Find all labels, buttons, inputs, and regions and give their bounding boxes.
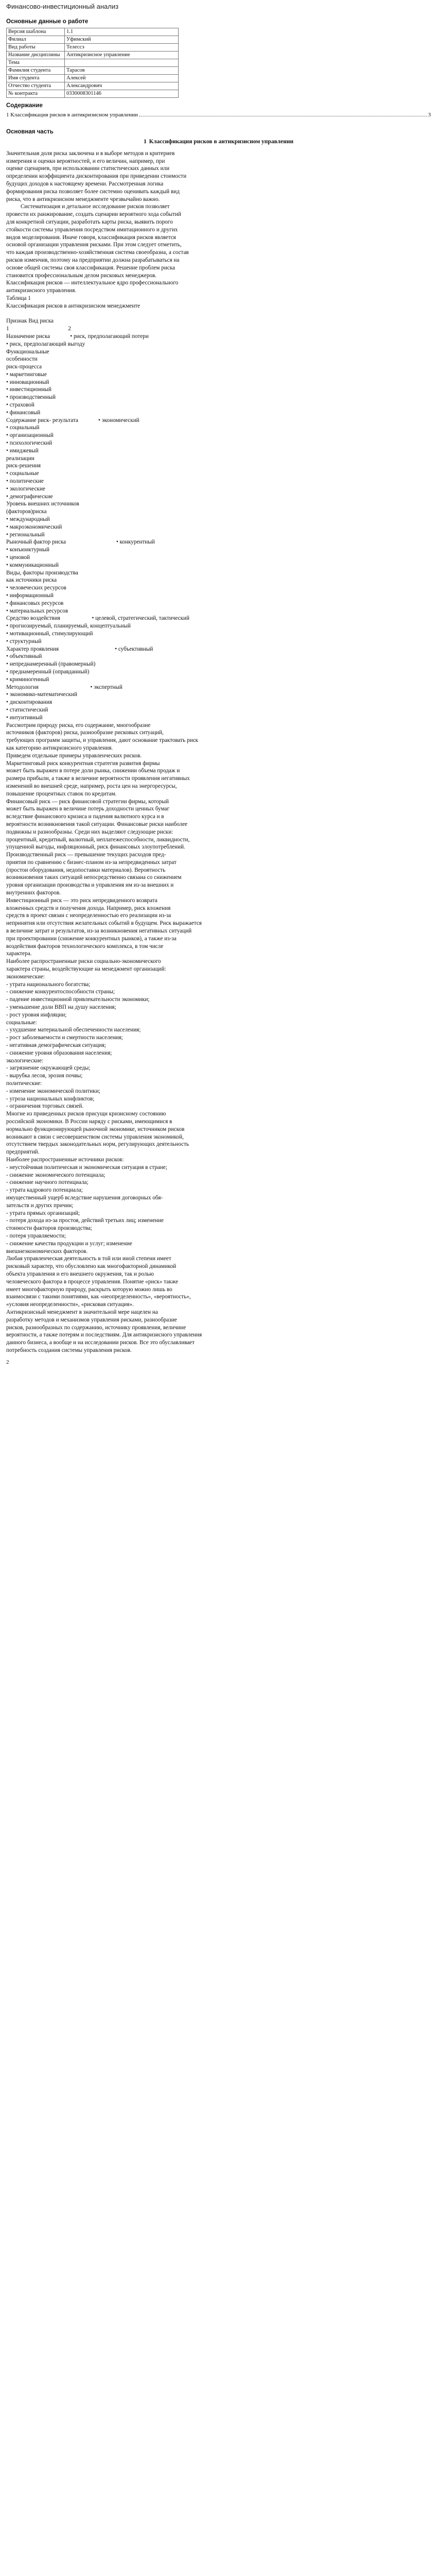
body-line: • финансовый <box>6 409 41 416</box>
body-line: Методология • экспертный <box>6 684 123 690</box>
body-line: • дисконтирования <box>6 699 53 706</box>
toc-entry-page: 3 <box>428 112 431 118</box>
body-line: вследствие финансового кризиса и падения валютного курса и в <box>6 814 164 820</box>
body-line: российской экономики. В России наряду с рисками, имеющимися в <box>6 1118 172 1125</box>
body-line: - ограничения торговых связей. <box>6 1103 84 1110</box>
body-line: - изменение экономической политики; <box>6 1088 100 1094</box>
body-line: вложенных средств и получения дохода. Например, риск вложения <box>6 905 171 911</box>
toc-entry[interactable] <box>6 111 431 119</box>
body-line: как источники риска <box>6 577 57 584</box>
body-line: • политические <box>6 478 44 485</box>
basic-info-table <box>6 28 179 98</box>
body-line: человеческого фактора в процессе управления. Понятие «риск» также <box>6 1278 179 1285</box>
body-line: антикризисного управления. <box>6 287 77 294</box>
basic-info-heading: Основные данные о работе <box>6 18 89 25</box>
info-row <box>7 51 179 59</box>
body-line: Любая управленческая деятельность в той или иной степени имеет <box>6 1256 171 1262</box>
body-line: источников (факторов) риска, разнообразие рисковых ситуаций, <box>6 730 164 736</box>
info-key: Тема <box>7 59 65 66</box>
body-line: имеет многофакторную природу, раскрыть которую можно лишь во <box>6 1286 172 1293</box>
body-line: - неустойчивая политическая и экономическая ситуация в стране; <box>6 1164 167 1171</box>
body-line: вероятности, а также потерям и последствиям. Для антикризисного управления <box>6 1332 202 1338</box>
body-line: социальные: <box>6 1019 37 1026</box>
toc-heading: Содержание <box>6 102 43 109</box>
body-line: • конъюнктурный <box>6 547 49 553</box>
body-line: - негативная демографическая ситуация; <box>6 1042 106 1049</box>
body-line: формирования риска позволяет более системно оценивать каждый вид <box>6 188 180 195</box>
body-line: - ухудшение материальной обеспеченности населения; <box>6 1027 141 1033</box>
info-row <box>7 66 179 74</box>
body-line: - снижение конкурентоспособности страны; <box>6 989 115 995</box>
body-line: вероятности возникновения такой ситуации. Финансовые риски наиболее <box>6 821 188 827</box>
body-line: • непреднамеренный (правомерный) <box>6 661 96 668</box>
chapter-title: Классификация рисков в антикризисном управлении <box>149 138 293 145</box>
body-line: воздействия факторов технологического комплекса, в том числе <box>6 943 164 950</box>
body-line: рисков изменчив, поэтому на предприятии должна разрабатываться на <box>6 257 180 263</box>
body-line: - снижение уровня образования населения; <box>6 1049 112 1056</box>
body-line: • материальных ресурсов <box>6 607 68 614</box>
body-line: характера страны, воздействующие на менеджмент организаций: <box>6 966 166 973</box>
body-line: реализации <box>6 455 34 462</box>
body-line: - снижение качества продукции и услуг; изменение <box>6 1240 132 1247</box>
body-line: может быть выражен в величине потерь доходности ценных бумаг <box>6 806 170 812</box>
body-line: • человеческих ресурсов <box>6 585 66 591</box>
body-line: Маркетинговый риск конкурентная стратегия развития фирмы <box>6 760 160 767</box>
body-line: нормально функционирующей рыночной экономике, источником рисков <box>6 1126 185 1132</box>
body-line: Характер проявления • субъективный <box>6 646 153 652</box>
body-line: данного бизнеса, а вообще и на исследовании рисков. Все это обуславливает <box>6 1340 195 1346</box>
body-line: Систематизация и детальное исследование рисков позволяет <box>6 204 170 210</box>
body-line: • криминогенный <box>6 676 49 683</box>
body-line: Наиболее распространенные риски социально-экономического <box>6 958 161 965</box>
body-line: разработку методов и механизмов управления рисками, разнообразие <box>6 1316 177 1323</box>
body-line: непринятия или отсутствия желательных событий в будущем. Риск выражается <box>6 920 202 927</box>
body-line: - рост уровня инфляции; <box>6 1011 67 1018</box>
body-line <box>6 310 431 318</box>
body-line: требующих программ защиты, и управления, дают основание трактовать риск <box>6 737 198 744</box>
body-line: • инвестиционный <box>6 386 52 393</box>
body-line: Таблица 1 <box>6 295 31 301</box>
info-row <box>7 90 179 97</box>
body-line: • макроэкономический <box>6 523 62 530</box>
body-line: уровня организации производства и управления им из-за внешних и <box>6 882 174 889</box>
info-row <box>7 74 179 82</box>
body-line: Наиболее распространенные источники рисков: <box>6 1156 124 1163</box>
body-line: - падение инвестиционной привлекательности экономики; <box>6 996 150 1003</box>
body-line: основе общей системы своя классификация. Решение проблем риска <box>6 264 175 271</box>
body-line: - потеря управляемости; <box>6 1232 66 1239</box>
body-line: • коммуникационный <box>6 562 59 568</box>
info-value: Телессэ <box>65 43 179 51</box>
body-line: изменений во внешней среде, например, роста цен на энергоресурсы, <box>6 783 177 789</box>
info-key: Версия шаблона <box>7 28 65 36</box>
body-line: особенности <box>6 356 38 363</box>
body-line: • социальные <box>6 470 39 477</box>
body-line: Уровень внешних источников <box>6 501 79 507</box>
main-part-heading: Основная часть <box>6 129 54 135</box>
body-line: (простои оборудования, недопоставки материалов). Вероятность <box>6 867 166 873</box>
body-line: Рыночный фактор риска • конкурентный <box>6 539 155 546</box>
body-line: риск-процесса <box>6 364 42 370</box>
body-line: • организационный <box>6 432 54 439</box>
body-line: приятия по сравнению с бизнес-планом из-за непредвиденных затрат <box>6 859 177 866</box>
body-line: «условия неопределенности», «рисковая ситуация». <box>6 1301 134 1308</box>
body-line: (факторов)риска <box>6 509 47 515</box>
body-line: • прогнозируемый, планируемый, концептуальный <box>6 623 131 630</box>
body-line: - рост заболеваемости и смертности населения; <box>6 1035 123 1041</box>
body-line: Классификация рисков в антикризисном менеджменте <box>6 302 141 309</box>
body-line: - утрата прямых организаций; <box>6 1210 80 1216</box>
body-line: предприятий. <box>6 1149 40 1156</box>
body-line: экологические: <box>6 1057 44 1064</box>
info-value: Алексей <box>65 74 179 82</box>
info-value <box>65 59 179 66</box>
body-line: 1 2 <box>6 326 71 332</box>
body-line: внутренних факторов. <box>6 890 61 896</box>
body-line: • объективный <box>6 653 42 660</box>
info-key: № контракта <box>7 90 65 97</box>
body-line: • преднамеренный (оправданный) <box>6 668 90 675</box>
info-value: Антикризисное управление <box>65 51 179 59</box>
body-line: - уменьшение доли ВВП на душу населения; <box>6 1004 116 1011</box>
body-line: • международный <box>6 516 50 523</box>
body-line: Содержание риск- результата • экономический <box>6 417 139 423</box>
body-line: стойкости системы управления посредством имитационного и других <box>6 226 178 233</box>
body-line: при проектировании (снижение конкурентных рынков), а также из-за <box>6 935 177 942</box>
body-line: видов моделирования. Иначе говоря, классификация рисков является <box>6 234 176 241</box>
body-line: характера. <box>6 951 32 957</box>
info-value: Уфимский <box>65 36 179 43</box>
info-row <box>7 28 179 36</box>
info-key: Отчество студента <box>7 82 65 90</box>
body-line: потребность создания системы управления рисков. <box>6 1347 132 1353</box>
body-line: • психологический <box>6 440 53 447</box>
body-line: - снижение экономического потенциала; <box>6 1172 106 1178</box>
body-line: Антикризисный менеджмент в значительной мере нацелен на <box>6 1309 158 1315</box>
page-number: 2 <box>6 1359 9 1365</box>
info-key: Фамилия студента <box>7 66 65 74</box>
document-title: Финансово-инвестиционный анализ <box>6 3 119 10</box>
info-value: 0330008301146 <box>65 90 179 97</box>
body-line: риска, что в антикризисном менеджменте чрезвычайно важно. <box>6 196 160 202</box>
body-line: Многие из приведенных рисков присущи кризисному состоянию <box>6 1111 166 1117</box>
body-line: • страховой <box>6 402 34 409</box>
body-line: - снижение научного потенциала; <box>6 1179 89 1186</box>
body-line: Признак Вид риска <box>6 318 54 325</box>
info-key: Вид работы <box>7 43 65 51</box>
body-line: размера прибыли, а также в величине вероятности проявления негативных <box>6 775 190 782</box>
body-line: провести их ранжирование, создать сценарии вероятного хода событий <box>6 211 181 218</box>
body-line: Функциональные <box>6 348 49 355</box>
info-row <box>7 43 179 51</box>
chapter-heading <box>6 138 431 146</box>
info-row <box>7 59 179 66</box>
body-line: • демографические <box>6 493 53 500</box>
body-line: Рассмотрим природу риска, его содержание, многообразие <box>6 722 151 728</box>
body-line: как категорию антикризисного управления. <box>6 744 113 751</box>
info-row <box>7 82 179 90</box>
body-line: • интуитивный <box>6 714 43 721</box>
body-line: • мотивационный, стимулирующий <box>6 630 93 637</box>
body-line: - потеря дохода из-за простоя, действий третьих лиц; изменение <box>6 1217 164 1224</box>
body-line: становится профессиональным делом рисковых менеджеров. <box>6 272 157 279</box>
chapter-number: 1 <box>144 138 147 145</box>
body-line: • производственный <box>6 394 56 401</box>
body-line: • социальный <box>6 425 40 431</box>
body-line: Приведем отдельные примеры управленческих рисков. <box>6 752 142 759</box>
body-line: - вырубка лесов, эрозия почвы; <box>6 1073 83 1079</box>
body-line: процентный, кредитный, валютный, неплатежеспособности, ликвидности, <box>6 836 190 843</box>
body-line: возникновения таких ситуаций непосредственно связана со снижением <box>6 874 182 881</box>
body-line: оценке сценариев, при использовании статистических данных или <box>6 165 170 172</box>
body-line: отсутствием твердых законодательных норм, регулирующих деятельность <box>6 1141 189 1148</box>
body-line: Средство воздействия • целевой, стратегический, тактический <box>6 615 190 622</box>
body-line: • финансовых ресурсов <box>6 600 64 606</box>
info-key: Название дисциплины <box>7 51 65 59</box>
body-line: что каждая производственно-хозяйственная система своеобразна, а состав <box>6 249 189 256</box>
body-line: • имиджевый <box>6 447 39 454</box>
body-line: • инновационный <box>6 379 49 385</box>
body-line: повышение процентных ставок по кредитам. <box>6 790 117 797</box>
body-line: Инвестиционный риск — это риск непредвиденного возврата <box>6 897 158 904</box>
body-line: • структурный <box>6 638 42 645</box>
body-line: Классификация рисков — интеллектуальное ядро профессионального <box>6 280 179 286</box>
body-line: основой организации управления рисками. При этом следует отметить, <box>6 242 182 248</box>
body-text <box>6 150 431 1354</box>
body-line: - утрата кадрового потенциала; <box>6 1187 83 1194</box>
body-line: • экономико-математический <box>6 691 77 698</box>
info-value: 1.1 <box>65 28 179 36</box>
body-line: упущенной выгоды, инфляционный, риск финансовых злоупотреблений. <box>6 844 185 851</box>
body-line: стоимости факторов производства; <box>6 1225 92 1232</box>
info-key: Филиал <box>7 36 65 43</box>
body-line: измерения и оценки вероятностей, и его величин, например, при <box>6 158 165 164</box>
info-key: Имя студента <box>7 74 65 82</box>
body-line: рисковый характер, что обусловлено как многофакторной динамикой <box>6 1263 177 1270</box>
body-line: объекта управления и его внешнего окружения, так и ролью <box>6 1270 154 1277</box>
body-line: • экологические <box>6 485 45 492</box>
body-line: подвижны и разнообразны. Среди них выделяют следующие риски: <box>6 828 173 835</box>
body-line: политические: <box>6 1080 42 1087</box>
body-line: Виды, факторы производства <box>6 569 78 576</box>
body-line: в величине затрат и результатов, из-за возникновения негативных ситуаций <box>6 928 192 935</box>
body-line: - загрязнение окружающей среды; <box>6 1065 91 1072</box>
body-line: внешнеэкономических факторов. <box>6 1248 88 1255</box>
info-value: Александрович <box>65 82 179 90</box>
body-line: - утрата национального богатства; <box>6 981 91 988</box>
body-line: будущих доходов к настоящему времени. Рассмотренная логика <box>6 180 164 187</box>
body-line: Назначение риска • риск, предполагающий потери <box>6 333 149 340</box>
body-line: зательств и других причин; <box>6 1202 74 1209</box>
body-line: • риск, предполагающий выгоду <box>6 341 85 347</box>
body-line: взаимосвязи с такими понятиями, как «неопределенность», «вероятность», <box>6 1294 191 1300</box>
body-line: риск-решения <box>6 463 41 469</box>
body-line: • региональный <box>6 531 45 538</box>
body-line: Финансовый риск — риск финансовой стратегии фирмы, который <box>6 798 169 805</box>
body-line: • ценовой <box>6 554 30 561</box>
body-line: возникают в связи с несовершенством системы управления экономикой, <box>6 1133 184 1140</box>
body-line: Значительная доля риска заключена и в выборе методов и критериев <box>6 150 175 157</box>
body-line: экономические: <box>6 973 45 980</box>
body-line: определении коэффициента дисконтирования при приведении стоимости <box>6 173 187 180</box>
info-row <box>7 36 179 43</box>
body-line: рисков, разнообразных по содержанию, источнику проявления, величине <box>6 1324 186 1331</box>
body-line: может быть выражен в потере доли рынка, снижении объема продаж и <box>6 768 180 774</box>
info-value: Тарасов <box>65 66 179 74</box>
body-line: имущественный ущерб вследствие нарушения договорных обя- <box>6 1194 163 1201</box>
toc-entry-title: 1 Классификация рисков в антикризисном управлении <box>6 112 138 118</box>
body-line: Производственный риск — превышение текущих расходов пред- <box>6 852 166 858</box>
body-line: - угроза национальных конфликтов; <box>6 1095 95 1102</box>
body-line: • маркетинговые <box>6 371 47 378</box>
body-line: • статистический <box>6 706 48 713</box>
body-line: • информационный <box>6 592 54 599</box>
body-line: средств в проект связан с неопределенностью его реализации из-за <box>6 912 171 919</box>
body-line: для конкретной ситуации, разработать карты риска, выявить порого <box>6 218 173 225</box>
